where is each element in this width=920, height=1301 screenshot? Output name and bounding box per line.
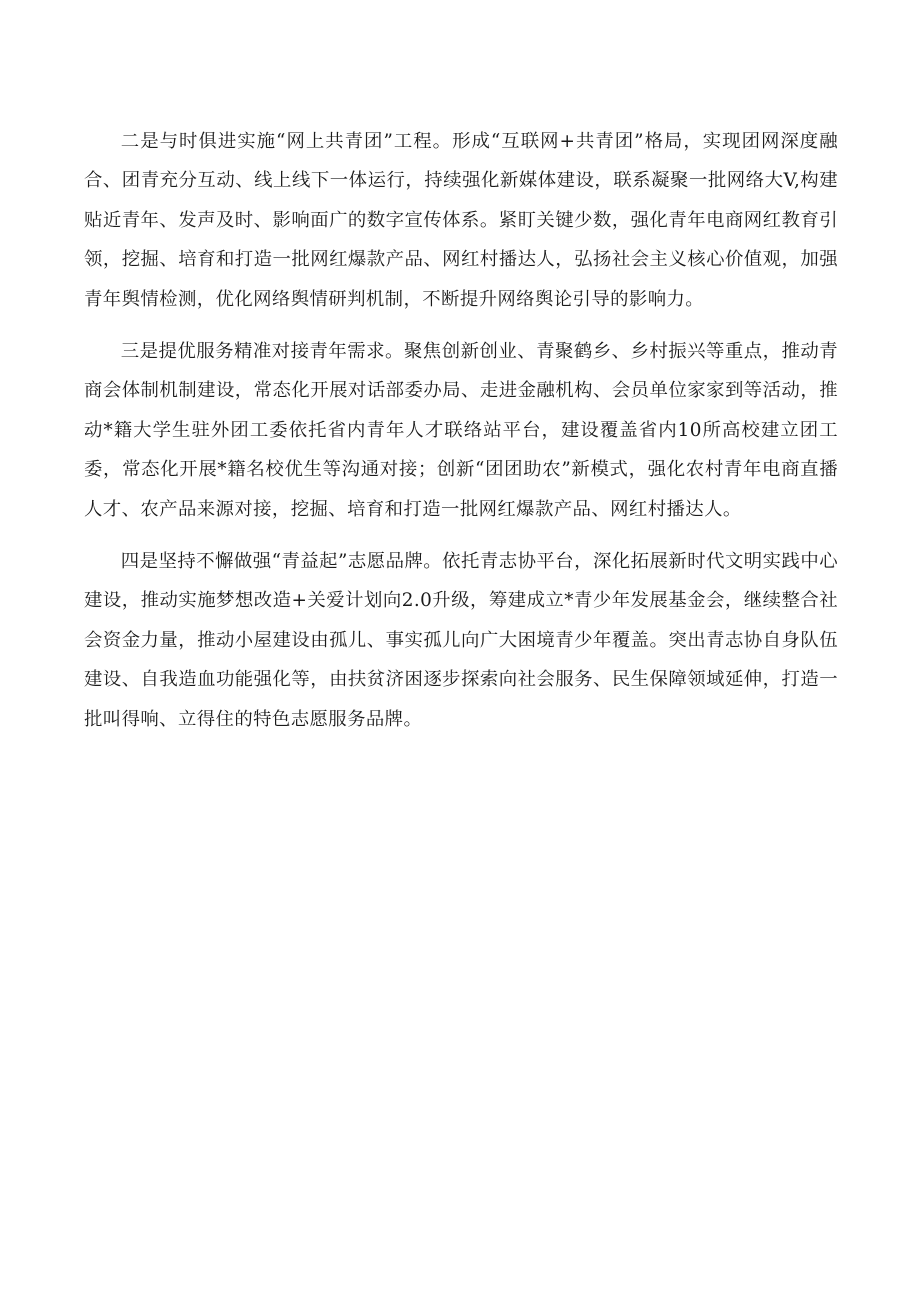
paragraph-online-youth-league: 二是与时俱进实施“网上共青团”工程。形成“互联网+共青团”格局，实现团网深度融合、团青充分互动、线上线下一体运行，持续强化新媒体建设，联系凝聚一批网络大V,构建贴近青年、发声及时、影响面广的数字宣传体系。紧盯关键少数，强化青年电商网红教育引领，挖掘、培育和打造一批网红爆款产品、网红村播达人，弘扬社会主义核心价值观，加强青年舆情检测，优化网络舆情研判机制，不断提升网络舆论引导的影响力。 xyxy=(84,131,838,310)
document-body xyxy=(84,122,838,752)
paragraph-volunteer-brand: 四是坚持不懈做强“青益起”志愿品牌。依托青志协平台，深化拓展新时代文明实践中心建设，推动实施梦想改造+关爱计划向2.0升级，筹建成立*青少年发展基金会，继续整合社会资金力量，推动小屋建设由孤儿、事实孤儿向广大困境青少年覆盖。突出青志协自身队伍建设、自我造血功能强化等，由扶贫济困逐步探索向社会服务、民生保障领域延伸，打造一批叫得响、立得住的特色志愿服务品牌。 xyxy=(84,551,838,730)
paragraph-youth-services: 三是提优服务精准对接青年需求。聚焦创新创业、青聚鹤乡、乡村振兴等重点，推动青商会体制机制建设，常态化开展对话部委办局、走进金融机构、会员单位家家到等活动，推动*籍大学生驻外团工委依托省内青年人才联络站平台，建设覆盖省内10所高校建立团工委，常态化开展*籍名校优生等沟通对接；创新“团团助农”新模式，强化农村青年电商直播人才、农产品来源对接，挖掘、培育和打造一批网红爆款产品、网红村播达人。 xyxy=(84,341,838,520)
